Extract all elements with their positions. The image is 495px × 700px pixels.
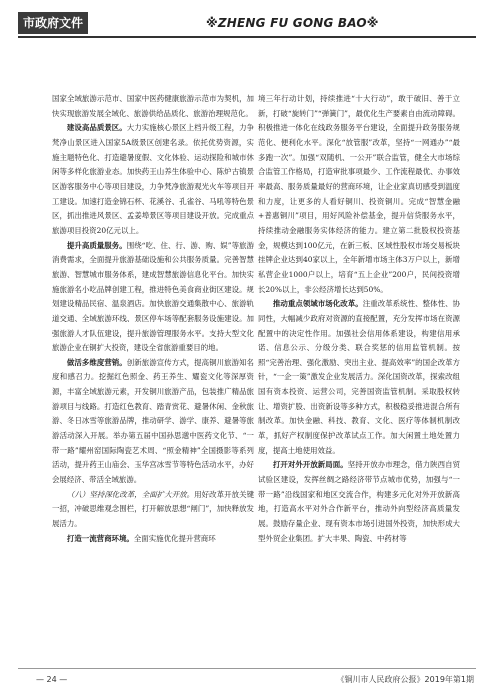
paragraph-body: 全面实施优化提升营商环 bbox=[133, 533, 216, 543]
paragraph-lead: 做活多维度营销。 bbox=[66, 357, 127, 367]
right-column bbox=[258, 92, 460, 546]
paragraph-body: 注重改革系统性、整体性、协同性，大幅减少政府对资源的直接配置，充分发挥市场在资源配置中的决定性作用。加强社会信用体系建设，构建信用承诺、信息公示、分级分类、联合奖惩的信用监管机制。按照“完善治理、强化激励、突出主业、提高效率”的国企改革方针，“一企一策”激发企业发展活力。深化国资改革，探索改组国有资本投资、运营公司，完善国资监管机制。采取股权转让、增资扩股、出资新设等多种方式，积极稳妥推进混合所有制改革。加快金融、科技、教育、文化、医疗等体制机制改革，抓好产权制度保护改革试点工作。加大闲置土地处置力度，提高土地使用效益。 bbox=[258, 299, 461, 455]
paragraph: 国家全域旅游示范市、国家中医药健康旅游示范市为契机，加快实现旅游发展全域化、旅游供给品质化、旅游治理规范化。 bbox=[52, 94, 254, 118]
paragraph bbox=[52, 356, 254, 488]
paragraph-lead: 推动重点领域市场化改革。 bbox=[272, 299, 363, 309]
page-header bbox=[18, 12, 476, 38]
paragraph-body: 大力实施核心景区上档升级工程，力争梵净山景区进入国家5A级景区创建名录。依托优势资源，实施主题特色化、打造避暑度假、文化体验、运动探险和城市休闲等多样化旅游业态。加快药王山养生体验中心、陈炉古镇景区游客服务中心等项目建设，力争梵净旅游观光火车等项目开工建设。加速打造金锦石杯、花溪谷、孔雀谷、马吼等特色景区，抓出推进风景区、孟姜埠景区等项目建设开放。完成重点旅游项目投资20亿元以上。 bbox=[52, 123, 254, 235]
paragraph bbox=[52, 121, 254, 238]
page-number: — 24 — bbox=[36, 675, 68, 684]
publication-source: 《铜川市人民政府公报》2019年第1期 bbox=[336, 675, 474, 684]
paragraph bbox=[52, 239, 254, 356]
header-rule bbox=[18, 36, 476, 38]
paragraph-lead: 提升高质量服务。 bbox=[66, 240, 127, 250]
page-footer bbox=[18, 668, 476, 687]
paragraph-body: 坚持开放办市理念，借力陕西自贸试验区建设，发挥丝绸之路经济带节点城市优势，加强与“一带一路”沿线国家和地区交流合作，构建多元化对外开放新高地，打造高水平对外合作新平台，推动外向型经济高质量发展。鼓励存量企业、现有资本市场引进国外投资，加快形成大型外贸企业集团。扩大丰果、陶瓷、中药材等 bbox=[258, 460, 461, 543]
paragraph bbox=[52, 488, 254, 532]
paragraph-body: 用好改革开放关键一招，冲破思维观念围栏，打开解放思想“闸门”，加快释放发展活力。 bbox=[52, 489, 255, 529]
gazette-banner: ※ZHENG FU GONG BAO※ bbox=[206, 16, 379, 30]
paragraph-lead: 打造一流营商环境。 bbox=[66, 533, 134, 543]
paragraph-lead: 建设高品质景区。 bbox=[66, 123, 127, 133]
paragraph bbox=[52, 532, 254, 547]
paragraph-body: 创新旅游宣传方式，提高铜川旅游知名度和感召力。挖掘红色照金、药王养生、耀瓷文化等深厚资源，丰富全域旅游元素，开发铜川旅游产品，包装推广精品旅游项目与线路。打造红色教育、踏青赏花、避暑休闲、金秋旅游、冬日冰雪等旅游品牌，推动研学、游学、康养、避暑等旅游活动深入开展。举办第五届中国孙思邈中医药文化节、“一带一路”耀州窑国际陶瓷艺术周、“照金精神”全国摄影等系列活动，提升药王山庙会、玉华宫冰雪节等特色活动水平，办好会展经济、带活全域旅游。 bbox=[52, 357, 254, 485]
paragraph bbox=[258, 297, 460, 458]
section-heading: （八）坚持深化改革，全面扩大开放。 bbox=[66, 489, 195, 499]
left-column bbox=[52, 92, 254, 546]
paragraph-lead: 打开对外开放新局面。 bbox=[272, 460, 348, 470]
paragraph bbox=[258, 458, 460, 546]
section-tag: 市政府文件 bbox=[18, 12, 88, 34]
paragraph: 境三年行动计划，持续推进“十大行动”，敢于破旧、善于立新，打破“旋转门”“弹簧门”，最优化生产要素自由流动障碍。积极推进一体化在线政务服务平台建设，全面提升政务服务规范化、便利化水平。深化“放管服”改革，坚持“一网通办”“最多跑一次”。加强“双随机、一公开”联合监管，健全大市场综合监管工作格局，打造审批事项最少、工作流程最优、办事效率最高、服务质量最好的营商环境，让企业家真切感受到温度和力度，让更多的人看好铜川、投资铜川。完成“智慧金融+普惠铜川”项目，用好风险补偿基金，提升信贷服务水平，持续推动金融服务实体经济的能力。建立第二批股权投资基金，规模达到100亿元，在新三板、区域性股权市场交易板块挂牌企业达到40家以上，全年新增市场主体3万户以上，新增私营企业1000户以上，培育“五上企业”200户，民间投资增长20%以上，非公经济增长达到50%。 bbox=[258, 94, 460, 294]
paragraph-body: 围绕“吃、住、行、游、购、娱”等旅游消费需求，全面提升旅游基础设施和公共服务质量。完善智慧旅游、智慧城市服务体系，建成智慧旅游信息化平台。加快实施旅游名小吃品牌创建工程，推进特色美食商业街区建设。规划建设精品民宿、温泉酒店。加快旅游交通集散中心、旅游轨道交通、全域旅游环线、景区停车场等配套服务设施建设。加强旅游人才队伍建设，提升旅游管理服务水平。支持大型文化旅游企业在铜扩大投资，建设全省旅游重要目的地。 bbox=[52, 240, 255, 353]
